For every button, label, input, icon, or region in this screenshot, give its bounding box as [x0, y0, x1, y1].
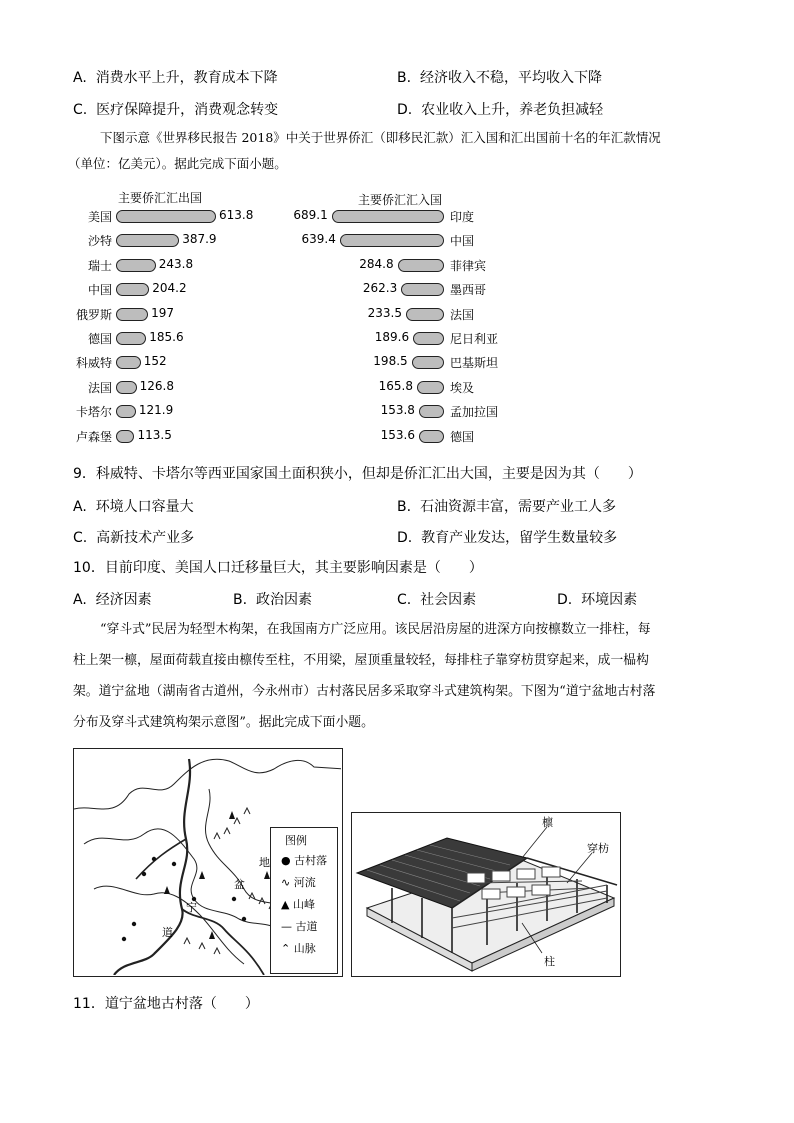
outflow-value-label: 185.6	[149, 330, 184, 344]
inflow-value-label: 233.5	[367, 305, 402, 320]
inflow-country-label: 德国	[450, 429, 475, 444]
q9-option-b: B. 石油资源丰富，需要产业工人多	[397, 499, 616, 515]
q9-option-a: A. 环境人口容量大	[73, 499, 194, 515]
map-label-di: 地	[259, 856, 270, 869]
outflow-value-label: 152	[143, 354, 167, 369]
q9-option-c: C. 高新技术产业多	[73, 530, 195, 546]
q11-stem: 11．道宁盆地古村落（ ）	[73, 996, 259, 1012]
q9-stem: 9．科威特、卡塔尔等西亚国家国土面积狭小，但却是侨汇汇出大国，主要是因为其（ ）	[73, 466, 642, 482]
inflow-bar	[413, 332, 444, 345]
outflow-value-label: 204.2	[152, 281, 187, 296]
inflow-bar	[412, 356, 444, 369]
outflow-bar	[116, 430, 134, 443]
intro1-line2: （单位：亿美元）。据此完成下面小题。	[68, 156, 287, 171]
river-icon: ∿	[281, 876, 291, 889]
map-label-ning: 宁	[186, 901, 197, 914]
outflow-value-label: 121.9	[138, 403, 174, 418]
peak-icon: ▲	[281, 898, 290, 911]
outflow-bar	[116, 356, 141, 369]
legend-title: 图例	[285, 834, 307, 847]
inflow-country-label: 尼日利亚	[450, 332, 499, 346]
q8-option-c: C. 医疗保障提升，消费观念转变	[73, 102, 279, 118]
legend-village: ● 古村落	[281, 854, 328, 867]
inflow-country-label: 墨西哥	[450, 283, 487, 298]
basin-map	[73, 748, 343, 977]
inflow-value-label: 153.6	[380, 427, 415, 442]
chuandou-frame-figure	[351, 812, 621, 977]
map-legend	[270, 827, 338, 974]
inflow-bar	[398, 259, 444, 272]
outflow-value-label: 197	[151, 305, 174, 320]
label-zhu: 柱	[544, 955, 555, 968]
legend-mountain: ⌃ 山脉	[281, 942, 316, 955]
inflow-value-label: 189.6	[374, 330, 410, 344]
inflow-bar	[401, 283, 444, 296]
inflow-value-label: 639.4	[301, 232, 336, 247]
mountain-range-icon: ⌃	[281, 942, 291, 955]
intro2-line3: 架。道宁盆地（湖南省古道州，今永州市）古村落民居多采取穿斗式建筑构架。下图为“道宁盆地古村落	[73, 684, 656, 699]
outflow-country-label: 美国	[87, 210, 112, 224]
outflow-country-label: 卢森堡	[75, 429, 112, 444]
inflow-value-label: 153.8	[380, 403, 415, 418]
q10-option-c: C. 社会因素	[397, 592, 477, 608]
outflow-bar	[116, 234, 179, 247]
q10-option-a: A. 经济因素	[73, 592, 152, 608]
label-lin: 檩	[542, 816, 553, 829]
chart-title-inflow: 主要侨汇汇入国	[358, 193, 443, 207]
label-chuanfang: 穿枋	[587, 842, 609, 855]
inflow-country-label: 巴基斯坦	[450, 356, 499, 371]
inflow-bar	[419, 405, 444, 418]
intro2-line1: “穿斗式”民居为轻型木构架，在我国南方广泛应用。该民居沿房屋的进深方向按檩数立一排柱，每	[100, 622, 651, 637]
outflow-bar	[116, 210, 216, 223]
outflow-bar	[116, 283, 149, 296]
outflow-bar	[116, 381, 137, 394]
q8-option-d: D. 农业收入上升，养老负担减轻	[397, 102, 604, 118]
inflow-bar	[340, 234, 444, 247]
q8-option-b: B. 经济收入不稳，平均收入下降	[397, 70, 602, 86]
map-label-pen: 盆	[234, 878, 245, 891]
chart-title-outflow: 主要侨汇汇出国	[118, 191, 203, 205]
building-drawing	[352, 813, 619, 975]
q10-option-d: D. 环境因素	[557, 592, 638, 608]
inflow-bar	[417, 381, 444, 394]
intro2-line2: 柱上架一檩，屋面荷载直接由檩传至柱，不用梁，屋顶重量较轻，每排柱子靠穿枋贯穿起来，成一榀构	[73, 653, 649, 668]
outflow-country-label: 科威特	[75, 356, 112, 371]
inflow-bar	[332, 210, 444, 223]
outflow-bar	[116, 259, 156, 272]
dot-icon: ●	[281, 854, 291, 867]
outflow-value-label: 243.8	[158, 256, 194, 271]
outflow-value-label: 126.8	[139, 378, 175, 393]
inflow-country-label: 印度	[450, 210, 475, 224]
inflow-value-label: 198.5	[373, 354, 408, 369]
inflow-value-label: 262.3	[362, 281, 398, 296]
outflow-country-label: 俄罗斯	[75, 307, 112, 322]
inflow-country-label: 埃及	[450, 380, 475, 395]
inflow-value-label: 689.1	[293, 208, 328, 222]
inflow-country-label: 孟加拉国	[450, 405, 499, 420]
road-icon: —	[281, 920, 292, 933]
outflow-country-label: 卡塔尔	[75, 405, 112, 420]
outflow-value-label: 387.9	[182, 232, 217, 247]
legend-road: — 古道	[281, 920, 318, 933]
inflow-country-label: 菲律宾	[450, 258, 487, 273]
outflow-value-label: 113.5	[137, 427, 172, 442]
inflow-bar	[406, 308, 444, 321]
outflow-bar	[116, 308, 148, 321]
q8-option-a: A. 消费水平上升，教育成本下降	[73, 70, 278, 86]
intro2-line4: 分布及穿斗式建筑构架示意图”。据此完成下面小题。	[73, 715, 374, 730]
inflow-country-label: 法国	[450, 307, 475, 322]
inflow-bar	[419, 430, 444, 443]
outflow-bar	[116, 332, 146, 345]
q10-option-b: B. 政治因素	[233, 592, 312, 608]
outflow-bar	[116, 405, 136, 418]
legend-river: ∿ 河流	[281, 876, 316, 889]
map-label-dao: 道	[162, 926, 173, 939]
q9-option-d: D. 教育产业发达，留学生数量较多	[397, 530, 618, 546]
outflow-country-label: 瑞士	[87, 258, 112, 273]
intro1-line1: 下图示意《世界移民报告 2018》中关于世界侨汇（即移民汇款）汇入国和汇出国前十名的年汇款情况	[100, 130, 661, 145]
inflow-country-label: 中国	[450, 234, 475, 249]
legend-peak: ▲ 山峰	[281, 898, 315, 911]
outflow-value-label: 613.8	[219, 208, 254, 222]
outflow-country-label: 中国	[87, 283, 112, 298]
outflow-country-label: 沙特	[87, 234, 112, 249]
outflow-country-label: 德国	[87, 332, 112, 346]
outflow-country-label: 法国	[87, 380, 112, 395]
inflow-value-label: 284.8	[359, 256, 394, 271]
q10-stem: 10．目前印度、美国人口迁移量巨大，其主要影响因素是（ ）	[73, 560, 483, 576]
inflow-value-label: 165.8	[378, 378, 413, 393]
